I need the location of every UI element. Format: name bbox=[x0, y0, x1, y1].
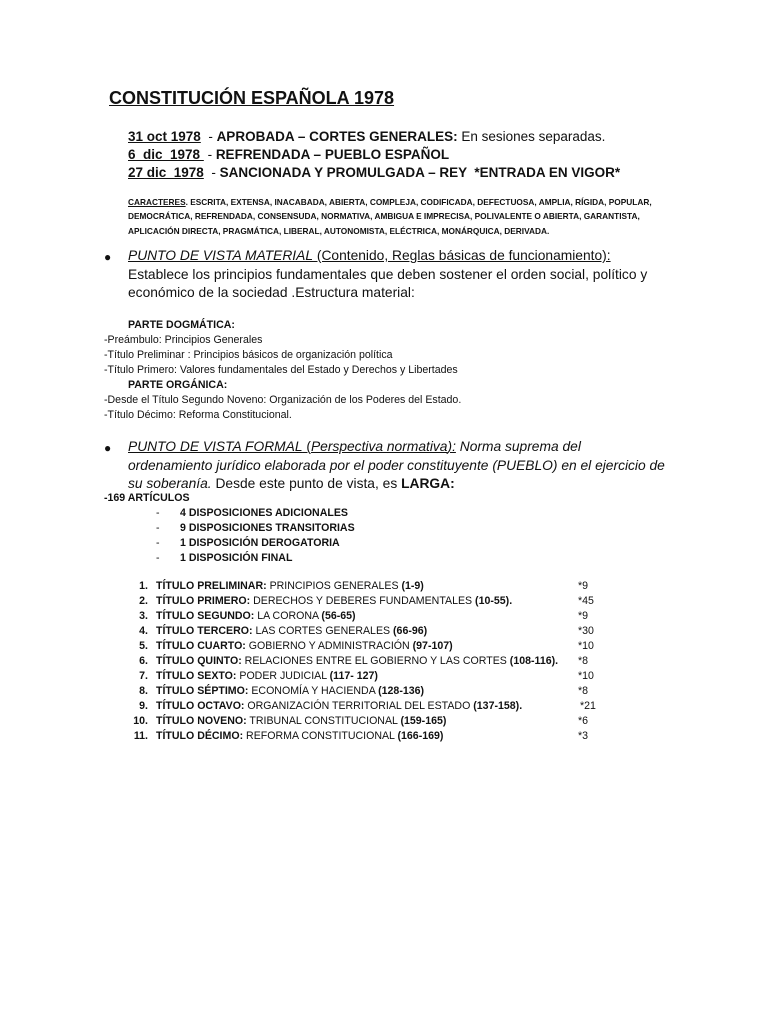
bullet-icon: ● bbox=[104, 250, 112, 264]
titulo-name: TÍTULO SÉPTIMO: bbox=[156, 685, 249, 697]
titulo-number: 6. bbox=[139, 655, 148, 667]
date-line bbox=[128, 165, 620, 180]
titulo-name: TÍTULO PRIMERO: bbox=[156, 595, 251, 607]
titulo-desc: ECONOMÍA Y HACIENDA bbox=[248, 685, 379, 697]
titulo-number: 8. bbox=[139, 685, 148, 697]
disposicion-item: 9 DISPOSICIONES TRANSITORIAS bbox=[180, 522, 355, 534]
titulo-desc: GOBIERNO Y ADMINISTRACIÓN bbox=[245, 640, 413, 652]
disposicion-item: 1 DISPOSICIÓN DEROGATORIA bbox=[180, 537, 340, 549]
titulo-number: 7. bbox=[139, 670, 148, 682]
titulo-item bbox=[156, 655, 558, 667]
titulo-item bbox=[156, 685, 424, 697]
titulo-number: 4. bbox=[139, 625, 148, 637]
titulo-range: (137-158). bbox=[473, 700, 523, 712]
titulo-number: 3. bbox=[139, 610, 148, 622]
titulo-desc: REFORMA CONSTITUCIONAL bbox=[243, 730, 398, 742]
titulo-desc: LAS CORTES GENERALES bbox=[252, 625, 394, 637]
dogmatica-item: -Título Preliminar : Principios básicos de organización política bbox=[104, 349, 393, 361]
titulo-name: TÍTULO OCTAVO: bbox=[156, 700, 245, 712]
dash: - bbox=[156, 522, 160, 534]
disposicion-item: 1 DISPOSICIÓN FINAL bbox=[180, 552, 293, 564]
titulo-range: (159-165) bbox=[400, 715, 447, 727]
separator: - bbox=[203, 147, 216, 162]
titulo-name: TÍTULO QUINTO: bbox=[156, 655, 242, 667]
organica-label: PARTE ORGÁNICA: bbox=[128, 379, 228, 391]
formal-perspective: Perspectiva normativa bbox=[310, 439, 448, 454]
event: SANCIONADA Y PROMULGADA – REY *ENTRADA EN VIGOR* bbox=[219, 165, 621, 180]
titulo-count: *6 bbox=[578, 715, 589, 727]
formal-text: Desde este punto de vista, es bbox=[211, 476, 402, 491]
event: REFRENDADA – PUEBLO ESPAÑOL bbox=[215, 147, 450, 162]
titulo-range: (66-96) bbox=[393, 625, 428, 637]
titulo-range: (128-136) bbox=[378, 685, 425, 697]
titulo-desc: ORGANIZACIÓN TERRITORIAL DEL ESTADO bbox=[244, 700, 474, 712]
titulo-number: 10. bbox=[133, 715, 148, 727]
formal-open: ( bbox=[302, 439, 311, 454]
titulo-count: *8 bbox=[578, 685, 589, 697]
dogmatica-item: -Título Primero: Valores fundamentales del Estado y Derechos y Libertades bbox=[104, 364, 458, 376]
titulo-count: *30 bbox=[578, 625, 594, 637]
formal-section bbox=[128, 438, 668, 494]
titulo-count: *9 bbox=[578, 610, 589, 622]
organica-item: -Desde el Título Segundo Noveno: Organización de los Poderes del Estado. bbox=[104, 394, 462, 406]
titulo-item bbox=[156, 625, 427, 637]
titulo-number: 9. bbox=[139, 700, 148, 712]
separator: - bbox=[203, 165, 220, 180]
dash: - bbox=[156, 552, 160, 564]
material-heading-rest: (Contenido, Reglas básicas de funcionamiento): bbox=[313, 248, 611, 263]
titulo-name: TÍTULO TERCERO: bbox=[156, 625, 253, 637]
titulo-item bbox=[156, 700, 522, 712]
event: APROBADA – CORTES GENERALES: bbox=[216, 129, 458, 144]
titulo-count: *8 bbox=[578, 655, 589, 667]
titulo-desc: DERECHOS Y DEBERES FUNDAMENTALES bbox=[250, 595, 476, 607]
titulo-count: *10 bbox=[578, 670, 594, 682]
disposicion-item: 4 DISPOSICIONES ADICIONALES bbox=[180, 507, 348, 519]
dash: - bbox=[156, 507, 160, 519]
titulo-name: TÍTULO NOVENO: bbox=[156, 715, 247, 727]
titulo-range: (97-107) bbox=[412, 640, 453, 652]
titulo-desc: PRINCIPIOS GENERALES bbox=[266, 580, 402, 592]
titulo-count: *3 bbox=[578, 730, 589, 742]
material-heading: PUNTO DE VISTA MATERIAL bbox=[128, 248, 314, 263]
event-note: En sesiones separadas. bbox=[457, 129, 606, 144]
titulo-item bbox=[156, 730, 443, 742]
date-line bbox=[128, 147, 449, 162]
titulo-number: 1. bbox=[139, 580, 148, 592]
dogmatica-item: -Preámbulo: Principios Generales bbox=[104, 334, 263, 346]
dash: - bbox=[156, 537, 160, 549]
organica-item: -Título Décimo: Reforma Constitucional. bbox=[104, 409, 292, 421]
formal-close: ): bbox=[447, 439, 456, 454]
titulo-desc: TRIBUNAL CONSTITUCIONAL bbox=[246, 715, 401, 727]
formal-heading: PUNTO DE VISTA FORMAL bbox=[128, 439, 303, 454]
titulo-range: (166-169) bbox=[397, 730, 444, 742]
caracteres-label: CARACTERES bbox=[128, 197, 186, 207]
formal-bold: LARGA: bbox=[401, 476, 455, 491]
titulo-range: (10-55). bbox=[475, 595, 513, 607]
material-section bbox=[128, 247, 668, 303]
material-text: Establece los principios fundamentales que deben sostener el orden social, político y económico de la sociedad .Estructura material: bbox=[128, 266, 648, 300]
titulo-count: *10 bbox=[578, 640, 594, 652]
titulo-range: (56-65) bbox=[321, 610, 356, 622]
titulo-item bbox=[156, 595, 512, 607]
titulo-count: *21 bbox=[580, 700, 596, 712]
caracteres-paragraph bbox=[128, 195, 653, 238]
date: 31 oct 1978 bbox=[128, 129, 201, 144]
date: 6 dic 1978 bbox=[128, 147, 204, 162]
titulo-item bbox=[156, 715, 446, 727]
dogmatica-label: PARTE DOGMÁTICA: bbox=[128, 319, 235, 331]
caracteres-text: . ESCRITA, EXTENSA, INACABADA, ABIERTA, COMPLEJA, CODIFICADA, DEFECTUOSA, AMPLIA, RÍGIDA, POPULAR, DEMOCRÁTICA, REFRENDADA, CONSENSUDA, NORMATIVA, AMBIGUA E IMPRECISA, POLIVALENTE O ABIERTA, GARANTISTA, APLICACIÓN DIRECTA, PRAGMÁTICA, LIBERAL, AUTONOMISTA, ELÉCTRICA, MONÁRQUICA, DERIVADA. bbox=[128, 197, 652, 236]
bullet-icon: ● bbox=[104, 441, 112, 455]
titulo-item bbox=[156, 580, 424, 592]
titulo-number: 5. bbox=[139, 640, 148, 652]
titulo-desc: RELACIONES ENTRE EL GOBIERNO Y LAS CORTES bbox=[241, 655, 510, 667]
titulo-name: TÍTULO PRELIMINAR: bbox=[156, 580, 267, 592]
titulo-name: TÍTULO DÉCIMO: bbox=[156, 730, 244, 742]
titulo-range: (1-9) bbox=[401, 580, 424, 592]
separator: - bbox=[200, 129, 217, 144]
titulo-number: 2. bbox=[139, 595, 148, 607]
titulo-name: TÍTULO CUARTO: bbox=[156, 640, 246, 652]
titulo-item bbox=[156, 640, 453, 652]
date: 27 dic 1978 bbox=[128, 165, 204, 180]
titulo-item bbox=[156, 670, 378, 682]
titulo-name: TÍTULO SEXTO: bbox=[156, 670, 237, 682]
page-title: CONSTITUCIÓN ESPAÑOLA 1978 bbox=[109, 88, 395, 108]
titulo-item bbox=[156, 610, 356, 622]
titulo-number: 11. bbox=[133, 730, 148, 742]
titulo-count: *9 bbox=[578, 580, 589, 592]
titulo-name: TÍTULO SEGUNDO: bbox=[156, 610, 255, 622]
titulo-range: (108-116). bbox=[509, 655, 559, 667]
titulo-range: (117- 127) bbox=[329, 670, 378, 682]
titulo-desc: PODER JUDICIAL bbox=[236, 670, 330, 682]
titulo-desc: LA CORONA bbox=[254, 610, 322, 622]
articulos-count: -169 ARTÍCULOS bbox=[104, 492, 190, 504]
date-line bbox=[128, 129, 605, 144]
titulo-count: *45 bbox=[578, 595, 594, 607]
formal-italic-text: Norma suprema del ordenamiento jurídico elaborada por el poder constituyente (PUEBLO) en el ejercicio de su soberanía. bbox=[128, 439, 665, 491]
